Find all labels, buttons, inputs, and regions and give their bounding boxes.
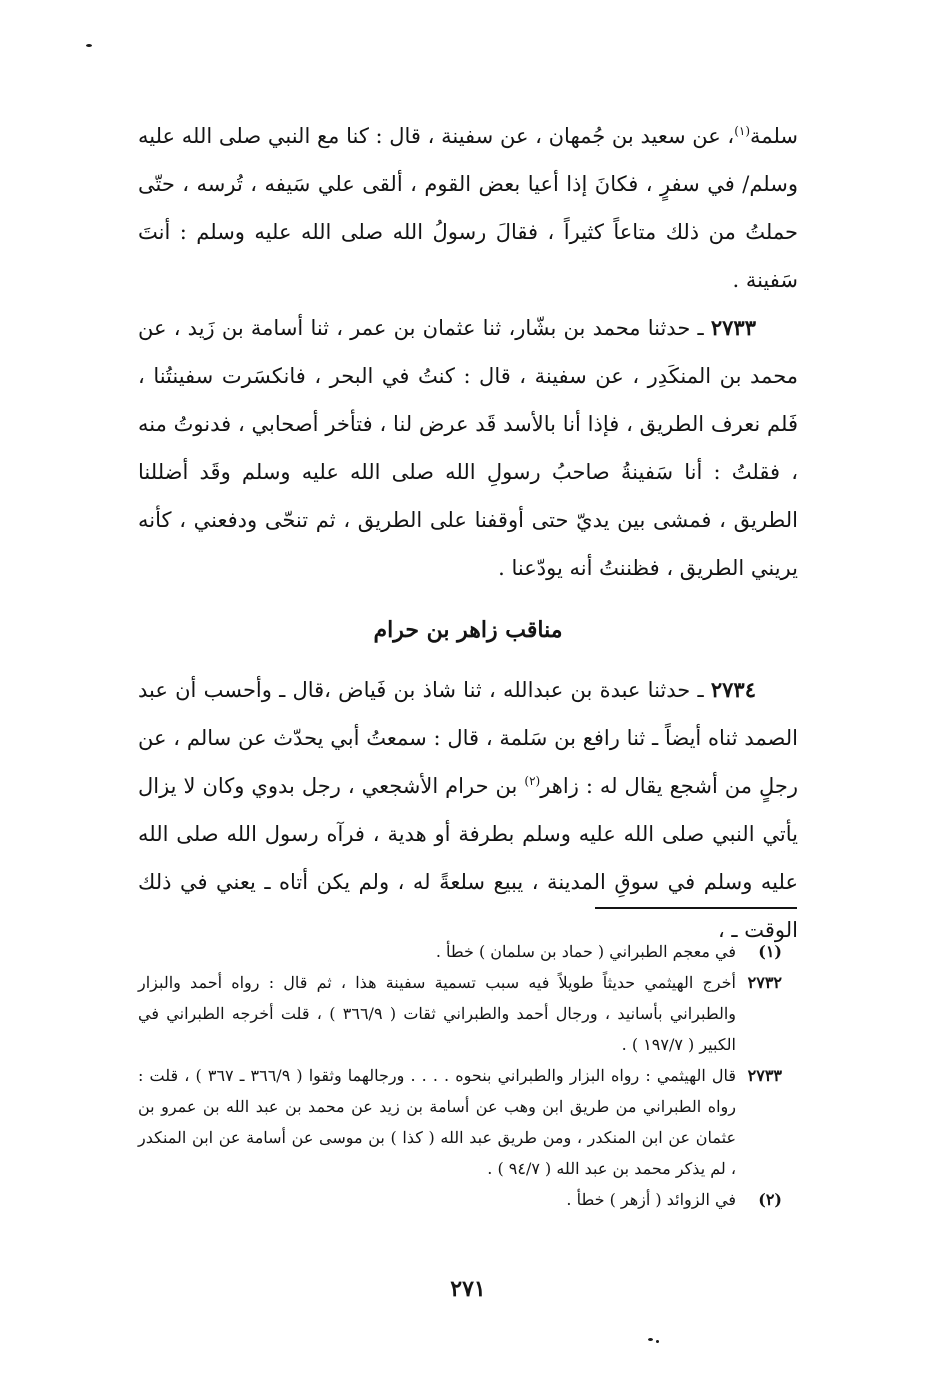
footnote-label: (٢)	[758, 1190, 782, 1209]
hadith-number: ٢٧٣٣	[710, 315, 756, 340]
footnote-item	[138, 1184, 798, 1215]
paragraph-text-start: سلمة	[750, 124, 798, 148]
footnote-item	[138, 967, 798, 1060]
scan-speck-top-left	[86, 44, 92, 47]
footnote-text: في معجم الطبراني ( حماد بن سلمان ) خطأ .	[435, 942, 736, 961]
paragraph-text-start: ـ حدثنا عبدة بن عبدالله ، ثنا شاذ بن فَياض ،قال ـ وأحسب أن عبد الصمد ثناه أيضاً ـ ثنا رافع بن سَلمة ، قال : سمعتُ أبي يحدّث عن سالم ، عن رجلٍ من أشجع يقال له : زاهر	[138, 678, 798, 798]
footnote-separator	[595, 907, 797, 909]
main-text	[138, 112, 798, 954]
paragraph-text: بن حرام الأشجعي ، رجل بدوي وكان لا يزال يأتي النبي صلى الله عليه وسلم بطرفة أو هدية ، فرآه رسول الله صلى الله عليه وسلم في سوقِ المدينة ، يبيع سلعةً له ، ولم يكن أتاه ـ يعني في ذلك الوقت ـ ،	[138, 774, 798, 942]
paragraph-hadith-2732-continuation	[138, 112, 798, 304]
footnote-ref-1: (١)	[734, 124, 751, 138]
section-heading: مناقب زاهر بن حرام	[373, 617, 563, 643]
scan-speck-bottom	[648, 1338, 653, 1341]
footnote-item	[138, 1060, 798, 1184]
footnote-text: أخرج الهيثمي حديثاً طويلاً فيه سبب تسمية سفينة هذا ، ثم قال : رواه أحمد والبزار والطبراني بأسانيد ، ورجال أحمد والطبراني ثقات ( ٣٦٦/٩ ) ، قلت أخرجه الطبراني في الكبير ( ١٩٧/٧ ) .	[138, 973, 736, 1054]
footnote-label: ٢٧٣٢	[747, 973, 782, 992]
footnote-text: في الزوائد ( أزهر ) خطأ .	[566, 1190, 736, 1209]
paragraph-text: ، عن سعيد بن جُمهان ، عن سفينة ، قال : كنا مع النبي صلى الله عليه وسلم/ في سفرٍ ، فكانَ إذا أعيا بعض القوم ، ألقى علي سَيفه ، تُرسه ، حتّى حملتُ من ذلك متاعاً كثيراً ، فقالَ رسولُ الله صلى الله عليه وسلم : أنتَ سَفينة .	[138, 124, 798, 292]
paragraph-hadith-2734	[138, 666, 798, 954]
paragraph-hadith-2733	[138, 304, 798, 592]
footnote-label: (١)	[758, 942, 782, 961]
footnote-item	[138, 936, 798, 967]
hadith-number: ٢٧٣٤	[710, 677, 756, 702]
footnote-label: ٢٧٣٣	[747, 1066, 782, 1085]
footnote-text: قال الهيثمي : رواه البزار والطبراني بنحوه . . . . ورجالهما وثقوا ( ٣٦٦/٩ ـ ٣٦٧ ) ، قلت : رواه الطبراني من طريق ابن وهب عن أسامة بن زيد عن محمد بن عبد الله بن عمرو بن عثمان عن ابن المنكدر ، ومن طريق عبد الله ( كذا ) بن موسى عن أسامة عن ابن المنكدر ، لم يذكر محمد بن عبد الله ( ٩٤/٧ ) .	[138, 1066, 737, 1178]
page-number: ٢٧١	[450, 1276, 486, 1302]
footnote-ref-2: (٢)	[524, 774, 541, 788]
scan-speck-bottom-2	[656, 1340, 659, 1343]
paragraph-text: ـ حدثنا محمد بن بشّار، ثنا عثمان بن عمر ، ثنا أسامة بن زَيد ، عن محمد بن المنكَدِر ، عن سفينة ، قال : كنتُ في البحر ، فانكسَرت سفينتُنا ، فَلم نعرف الطريق ، فإذا أنا بالأسد قَد عرض لنا ، فتأخر أصحابي ، فدنوتُ منه ، فقلتُ : أنا سَفينةُ صاحبُ رسولِ الله صلى الله عليه وسلم وقَد أضللنا الطريق ، فمشى بين يديّ حتى أوقفنا على الطريق ، ثم تنحّى ودفعني ، كأنه يريني الطريق ، فظننتُ أنه يودّعنا .	[138, 316, 798, 580]
footnotes	[138, 936, 798, 1215]
